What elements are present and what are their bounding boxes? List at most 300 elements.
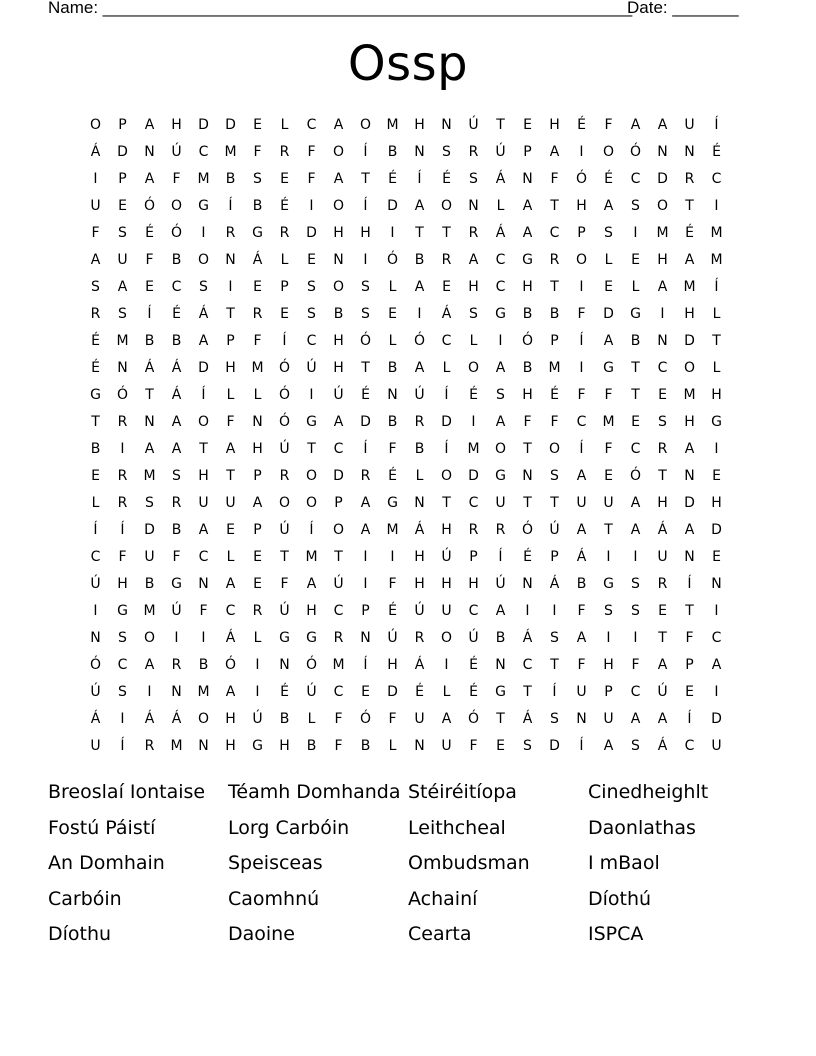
grid-letter: É <box>280 684 289 700</box>
grid-letter: A <box>522 198 533 214</box>
grid-letter: Ó <box>278 360 291 376</box>
grid-letter: A <box>630 711 641 727</box>
grid-letter: E <box>658 603 667 619</box>
grid-letter: T <box>496 117 505 133</box>
grid-letter: Ú <box>252 711 263 727</box>
grid-letter: I <box>579 360 584 376</box>
grid-letter: M <box>305 549 318 565</box>
grid-letter: F <box>388 711 397 727</box>
grid-letter: F <box>253 144 262 160</box>
grid-letter: O <box>170 198 183 214</box>
grid-letter: R <box>279 225 290 241</box>
grid-letter: N <box>333 252 344 268</box>
grid-row <box>82 301 730 328</box>
grid-letter: F <box>388 441 397 457</box>
grid-letter: F <box>118 549 127 565</box>
grid-letter: M <box>683 387 696 403</box>
grid-letter: N <box>144 144 155 160</box>
grid-letter: I <box>363 549 368 565</box>
grid-letter: B <box>90 441 101 457</box>
grid-letter: R <box>279 468 290 484</box>
grid-letter: É <box>91 360 100 376</box>
grid-letter: É <box>685 225 694 241</box>
grid-letter: D <box>657 171 668 187</box>
grid-letter: L <box>712 360 721 376</box>
grid-letter: F <box>226 414 235 430</box>
grid-letter: M <box>143 603 156 619</box>
grid-letter: Ó <box>629 144 642 160</box>
grid-letter: A <box>171 414 182 430</box>
grid-letter: Ú <box>333 576 344 592</box>
grid-letter: I <box>471 414 476 430</box>
grid-letter: Í <box>363 657 368 673</box>
grid-letter: I <box>633 549 638 565</box>
grid-letter: A <box>225 684 236 700</box>
grid-letter: O <box>440 198 453 214</box>
grid-letter: I <box>417 306 422 322</box>
grid-letter: U <box>225 495 236 511</box>
grid-letter: Á <box>144 360 155 376</box>
grid-letter: N <box>657 144 668 160</box>
grid-letter: Ú <box>387 630 398 646</box>
grid-letter: O <box>305 468 318 484</box>
grid-letter: E <box>361 684 370 700</box>
grid-letter: I <box>309 198 314 214</box>
grid-letter: N <box>198 576 209 592</box>
grid-letter: Ú <box>306 360 317 376</box>
grid-letter: S <box>307 279 316 295</box>
grid-letter: I <box>93 603 98 619</box>
grid-letter: E <box>631 252 640 268</box>
grid-letter: L <box>226 387 235 403</box>
grid-letter: R <box>117 495 128 511</box>
grid-letter: O <box>359 117 372 133</box>
grid-letter: S <box>496 387 505 403</box>
grid-letter: A <box>225 576 236 592</box>
grid-letter: R <box>333 630 344 646</box>
grid-letter: I <box>120 441 125 457</box>
grid-letter: É <box>145 225 154 241</box>
grid-letter: E <box>280 306 289 322</box>
grid-letter: H <box>306 603 317 619</box>
grid-letter: I <box>633 630 638 646</box>
grid-letter: R <box>171 495 182 511</box>
grid-letter: B <box>549 306 560 322</box>
grid-letter: É <box>523 549 532 565</box>
grid-letter: C <box>306 117 317 133</box>
grid-letter: F <box>577 657 586 673</box>
grid-letter: Í <box>201 387 206 403</box>
grid-letter: G <box>279 630 290 646</box>
grid-row <box>82 625 730 652</box>
grid-letter: A <box>657 657 668 673</box>
grid-letter: Í <box>309 522 314 538</box>
grid-row <box>82 598 730 625</box>
grid-letter: B <box>414 252 425 268</box>
grid-letter: H <box>603 657 614 673</box>
grid-letter: S <box>172 468 181 484</box>
grid-letter: I <box>498 333 503 349</box>
grid-letter: P <box>604 684 613 700</box>
grid-letter: T <box>550 495 559 511</box>
grid-letter: N <box>414 495 425 511</box>
grid-letter: P <box>550 549 559 565</box>
grid-letter: N <box>711 576 722 592</box>
grid-letter: I <box>255 657 260 673</box>
grid-letter: Ú <box>549 522 560 538</box>
grid-letter: Ó <box>116 387 129 403</box>
grid-letter: É <box>469 684 478 700</box>
grid-letter: T <box>361 171 370 187</box>
grid-letter: Á <box>198 306 209 322</box>
grid-letter: É <box>388 468 397 484</box>
grid-letter: E <box>253 576 262 592</box>
grid-letter: É <box>388 603 397 619</box>
grid-letter: I <box>363 252 368 268</box>
grid-letter: B <box>171 252 182 268</box>
grid-letter: U <box>684 117 695 133</box>
word-list-item: I mBaol <box>588 852 660 874</box>
grid-letter: O <box>332 144 345 160</box>
grid-letter: C <box>90 549 101 565</box>
grid-letter: Ú <box>495 144 506 160</box>
grid-letter: A <box>333 414 344 430</box>
grid-letter: Ó <box>278 414 291 430</box>
grid-letter: A <box>144 657 155 673</box>
grid-letter: E <box>91 468 100 484</box>
grid-letter: Í <box>417 171 422 187</box>
grid-letter: S <box>631 738 640 754</box>
name-field-label: Name: ________________________________________________________ <box>48 0 633 17</box>
grid-letter: Í <box>363 198 368 214</box>
grid-letter: Á <box>144 711 155 727</box>
grid-letter: A <box>333 171 344 187</box>
grid-letter: O <box>440 630 453 646</box>
grid-letter: T <box>442 225 451 241</box>
grid-letter: A <box>684 522 695 538</box>
grid-letter: N <box>225 252 236 268</box>
grid-letter: P <box>523 144 532 160</box>
grid-letter: Á <box>441 306 452 322</box>
grid-letter: L <box>631 279 640 295</box>
grid-letter: D <box>603 306 614 322</box>
grid-letter: Í <box>579 738 584 754</box>
grid-letter: Ú <box>441 549 452 565</box>
grid-letter: H <box>414 549 425 565</box>
grid-letter: H <box>414 117 425 133</box>
grid-letter: T <box>523 495 532 511</box>
grid-letter: R <box>657 441 668 457</box>
grid-letter: Ó <box>575 171 588 187</box>
grid-letter: G <box>711 414 722 430</box>
grid-letter: G <box>495 468 506 484</box>
grid-letter: E <box>226 522 235 538</box>
grid-letter: U <box>603 495 614 511</box>
grid-letter: Ó <box>143 198 156 214</box>
grid-letter: T <box>631 360 640 376</box>
grid-letter: F <box>280 576 289 592</box>
grid-letter: B <box>171 522 182 538</box>
grid-letter: G <box>117 603 128 619</box>
grid-letter: L <box>91 495 100 511</box>
word-list-item: Stéiréitíopa <box>408 781 517 803</box>
grid-letter: O <box>575 252 588 268</box>
grid-letter: B <box>198 657 209 673</box>
grid-letter: R <box>144 738 155 754</box>
grid-letter: P <box>253 522 262 538</box>
grid-letter: T <box>91 414 100 430</box>
grid-letter: T <box>415 225 424 241</box>
grid-letter: S <box>631 576 640 592</box>
grid-letter: Ú <box>468 630 479 646</box>
grid-letter: F <box>334 711 343 727</box>
grid-letter: M <box>548 360 561 376</box>
grid-letter: O <box>332 279 345 295</box>
grid-letter: S <box>469 171 478 187</box>
grid-row <box>82 571 730 598</box>
grid-letter: H <box>441 522 452 538</box>
grid-letter: N <box>414 738 425 754</box>
grid-letter: A <box>630 522 641 538</box>
grid-letter: S <box>145 495 154 511</box>
grid-letter: H <box>684 306 695 322</box>
grid-letter: N <box>576 711 587 727</box>
grid-letter: Á <box>225 630 236 646</box>
grid-letter: D <box>684 333 695 349</box>
grid-letter: E <box>685 684 694 700</box>
grid-row <box>82 409 730 436</box>
grid-letter: H <box>225 738 236 754</box>
grid-letter: Á <box>657 522 668 538</box>
grid-letter: B <box>630 333 641 349</box>
grid-letter: F <box>604 387 613 403</box>
grid-letter: A <box>90 252 101 268</box>
grid-letter: O <box>683 360 696 376</box>
word-list-item: Leithcheal <box>408 816 506 839</box>
grid-letter: I <box>579 279 584 295</box>
grid-letter: A <box>549 144 560 160</box>
grid-letter: T <box>604 522 613 538</box>
grid-letter: Ó <box>359 711 372 727</box>
grid-letter: A <box>657 711 668 727</box>
grid-letter: A <box>360 495 371 511</box>
grid-letter: N <box>387 387 398 403</box>
word-list-item: Lorg Carbóin <box>228 816 350 839</box>
grid-letter: Á <box>414 657 425 673</box>
grid-letter: Ú <box>279 603 290 619</box>
grid-letter: C <box>495 279 506 295</box>
grid-letter: B <box>333 306 344 322</box>
grid-letter: C <box>495 252 506 268</box>
grid-letter: D <box>684 495 695 511</box>
grid-letter: T <box>307 441 316 457</box>
page-title: Ossp <box>347 36 469 92</box>
grid-row <box>82 679 730 706</box>
grid-letter: Ú <box>414 603 425 619</box>
grid-letter: N <box>684 468 695 484</box>
grid-letter: N <box>90 630 101 646</box>
grid-letter: C <box>468 603 479 619</box>
grid-letter: O <box>656 198 669 214</box>
grid-letter: N <box>171 684 182 700</box>
word-list-item: ISPCA <box>588 923 644 945</box>
grid-letter: N <box>657 333 668 349</box>
grid-letter: A <box>684 252 695 268</box>
grid-letter: F <box>604 441 613 457</box>
grid-letter: Ó <box>629 468 642 484</box>
grid-letter: S <box>118 306 127 322</box>
grid-letter: S <box>307 306 316 322</box>
grid-letter: E <box>280 171 289 187</box>
grid-letter: I <box>660 306 665 322</box>
grid-letter: C <box>198 549 209 565</box>
grid-letter: P <box>280 279 289 295</box>
grid-letter: F <box>172 171 181 187</box>
grid-letter: D <box>360 414 371 430</box>
grid-letter: P <box>469 549 478 565</box>
word-list-item: Fostú Páistí <box>48 816 156 839</box>
grid-row <box>82 220 730 247</box>
grid-letter: P <box>361 603 370 619</box>
grid-letter: L <box>280 117 289 133</box>
grid-letter: H <box>711 387 722 403</box>
grid-letter: O <box>305 495 318 511</box>
grid-letter: B <box>576 576 587 592</box>
grid-letter: A <box>306 576 317 592</box>
grid-letter: N <box>117 360 128 376</box>
grid-letter: É <box>415 684 424 700</box>
grid-letter: B <box>144 576 155 592</box>
grid-letter: Í <box>363 144 368 160</box>
grid-letter: B <box>387 414 398 430</box>
grid-letter: M <box>224 144 237 160</box>
grid-letter: E <box>523 117 532 133</box>
grid-letter: A <box>360 522 371 538</box>
grid-letter: A <box>171 441 182 457</box>
grid-letter: S <box>469 306 478 322</box>
grid-letter: C <box>333 684 344 700</box>
grid-letter: F <box>577 387 586 403</box>
grid-letter: D <box>711 522 722 538</box>
grid-letter: E <box>118 198 127 214</box>
grid-letter: A <box>603 333 614 349</box>
grid-letter: C <box>171 279 182 295</box>
grid-letter: S <box>361 306 370 322</box>
grid-letter: Ú <box>495 576 506 592</box>
grid-row <box>82 247 730 274</box>
grid-letter: T <box>226 468 235 484</box>
grid-letter: T <box>280 549 289 565</box>
grid-letter: C <box>576 414 587 430</box>
grid-letter: F <box>631 657 640 673</box>
grid-letter: R <box>441 252 452 268</box>
grid-letter: S <box>550 468 559 484</box>
grid-row <box>82 193 730 220</box>
grid-letter: S <box>604 603 613 619</box>
grid-letter: G <box>495 306 506 322</box>
grid-letter: T <box>442 495 451 511</box>
grid-letter: Í <box>228 198 233 214</box>
word-list-item: Breoslaí Iontaise <box>48 781 206 803</box>
grid-letter: M <box>467 441 480 457</box>
grid-letter: E <box>253 279 262 295</box>
grid-letter: F <box>604 117 613 133</box>
grid-letter: A <box>711 657 722 673</box>
grid-letter: U <box>441 738 452 754</box>
grid-letter: R <box>171 657 182 673</box>
grid-letter: U <box>198 495 209 511</box>
grid-letter: B <box>306 738 317 754</box>
grid-letter: Ó <box>413 333 426 349</box>
grid-letter: E <box>442 279 451 295</box>
grid-letter: Í <box>552 684 557 700</box>
grid-letter: P <box>118 117 127 133</box>
grid-letter: D <box>144 522 155 538</box>
grid-letter: F <box>550 171 559 187</box>
grid-letter: I <box>606 549 611 565</box>
grid-letter: T <box>685 603 694 619</box>
grid-letter: S <box>658 414 667 430</box>
grid-letter: E <box>307 252 316 268</box>
grid-letter: U <box>495 495 506 511</box>
grid-letter: É <box>91 333 100 349</box>
grid-letter: M <box>710 225 723 241</box>
grid-letter: É <box>469 657 478 673</box>
grid-letter: R <box>684 171 695 187</box>
grid-letter: I <box>174 630 179 646</box>
grid-letter: T <box>550 198 559 214</box>
grid-letter: L <box>712 306 721 322</box>
grid-letter: L <box>280 252 289 268</box>
grid-letter: R <box>252 603 263 619</box>
word-list-item: Cearta <box>408 923 472 945</box>
grid-letter: S <box>118 630 127 646</box>
grid-letter: I <box>309 387 314 403</box>
word-list-item: Cinedheighlt <box>588 781 709 803</box>
grid-letter: L <box>253 387 262 403</box>
grid-letter: N <box>522 468 533 484</box>
grid-letter: I <box>201 630 206 646</box>
grid-letter: Ú <box>333 387 344 403</box>
grid-letter: H <box>252 441 263 457</box>
grid-letter: M <box>656 225 669 241</box>
grid-letter: Ú <box>90 576 101 592</box>
grid-letter: U <box>441 603 452 619</box>
grid-letter: E <box>145 279 154 295</box>
grid-letter: D <box>225 117 236 133</box>
grid-letter: T <box>550 279 559 295</box>
grid-letter: I <box>228 279 233 295</box>
grid-letter: É <box>172 306 181 322</box>
grid-letter: N <box>198 738 209 754</box>
grid-letter: R <box>252 306 263 322</box>
grid-letter: Ú <box>306 684 317 700</box>
grid-letter: R <box>360 468 371 484</box>
grid-letter: B <box>414 441 425 457</box>
grid-letter: Ú <box>90 684 101 700</box>
grid-letter: É <box>577 117 586 133</box>
grid-letter: A <box>333 117 344 133</box>
grid-letter: A <box>495 603 506 619</box>
grid-letter: Ú <box>657 684 668 700</box>
grid-letter: O <box>143 630 156 646</box>
grid-letter: Í <box>120 738 125 754</box>
grid-letter: H <box>333 333 344 349</box>
grid-letter: T <box>658 468 667 484</box>
grid-letter: B <box>495 630 506 646</box>
grid-letter: M <box>116 333 129 349</box>
grid-letter: C <box>117 657 128 673</box>
